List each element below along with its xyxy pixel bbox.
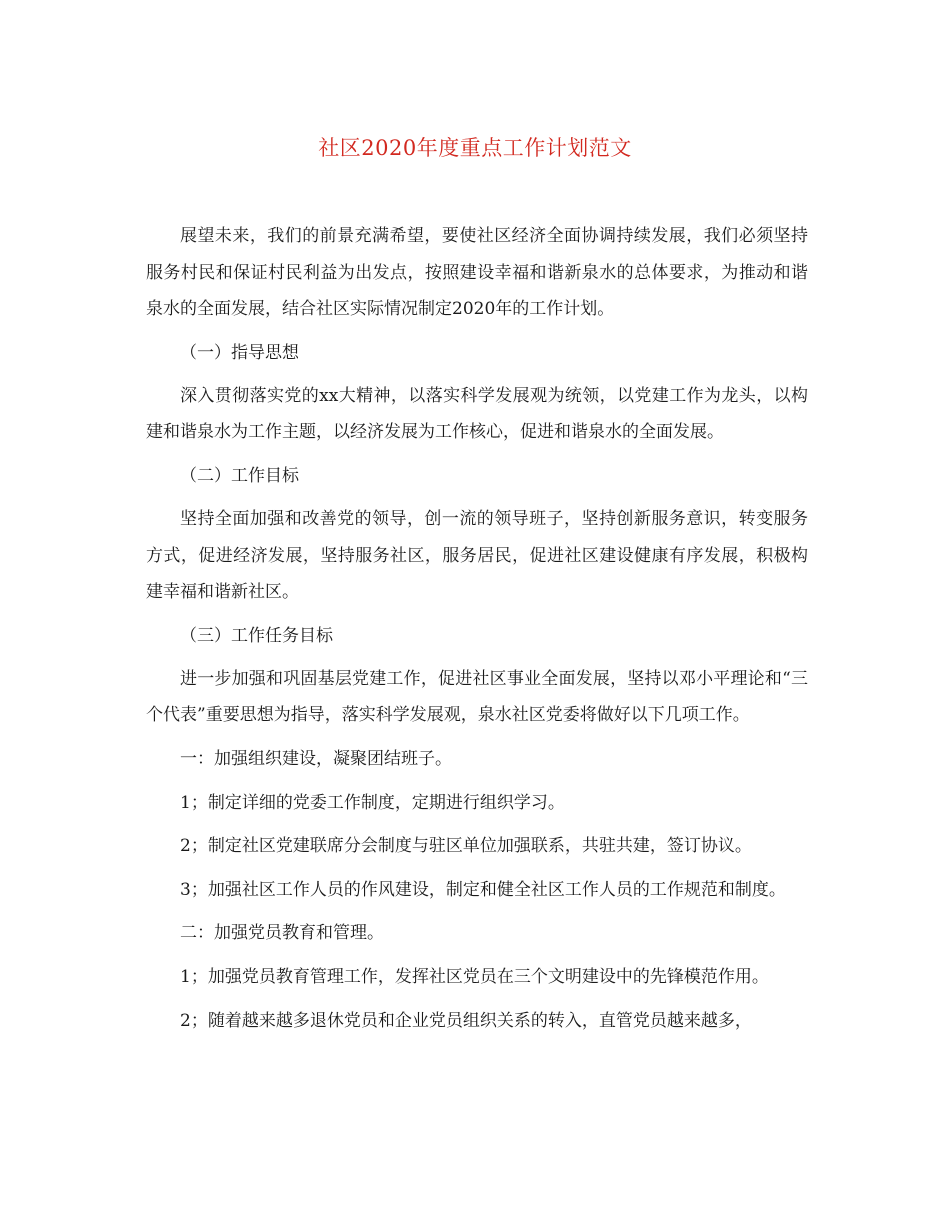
paragraph-intro: 展望未来，我们的前景充满希望，要使社区经济全面协调持续发展，我们必须坚持服务村民和保证村民利益为出发点，按照建设幸福和谐新泉水的总体要求，为推动和谐泉水的全面发展，结合社区实际情况制定2020年的工作计划。 <box>146 226 808 320</box>
list-item-organization-3: 3；加强社区工作人员的作风建设，制定和健全社区工作人员的工作规范和制度。 <box>180 879 786 900</box>
section-heading-guiding-ideology: （一）指导思想 <box>180 342 299 363</box>
section-heading-task-goals: （三）工作任务目标 <box>180 625 333 646</box>
section-heading-work-goals: （二）工作目标 <box>180 465 299 486</box>
document-body <box>146 218 808 1046</box>
paragraph-guiding-ideology: 深入贯彻落实党的xx大精神，以落实科学发展观为统领，以党建工作为龙头，以构建和谐泉水为工作主题，以经济发展为工作核心，促进和谐泉水的全面发展。 <box>146 385 808 443</box>
list-item-organization-2: 2；制定社区党建联席分会制度与驻区单位加强联系，共驻共建，签订协议。 <box>180 836 752 857</box>
list-heading-organization: 一：加强组织建设，凝聚团结班子。 <box>180 748 452 769</box>
list-item-member-education-1: 1；加强党员教育管理工作，发挥社区党员在三个文明建设中的先锋模范作用。 <box>180 966 769 987</box>
list-heading-member-education: 二：加强党员教育和管理。 <box>180 923 384 944</box>
list-item-member-education-2: 2；随着越来越多退休党员和企业党员组织关系的转入，直管党员越来越多， <box>180 1010 752 1031</box>
list-item-organization-1: 1；制定详细的党委工作制度，定期进行组织学习。 <box>180 792 565 813</box>
document-title: 社区2020年度重点工作计划范文 <box>318 136 632 160</box>
paragraph-task-goals: 进一步加强和巩固基层党建工作，促进社区事业全面发展，坚持以邓小平理论和“三个代表”重要思想为指导，落实科学发展观，泉水社区党委将做好以下几项工作。 <box>146 668 808 726</box>
paragraph-work-goals: 坚持全面加强和改善党的领导，创一流的领导班子，坚持创新服务意识，转变服务方式，促进经济发展，坚持服务社区，服务居民，促进社区建设健康有序发展，积极构建幸福和谐新社区。 <box>146 508 808 603</box>
